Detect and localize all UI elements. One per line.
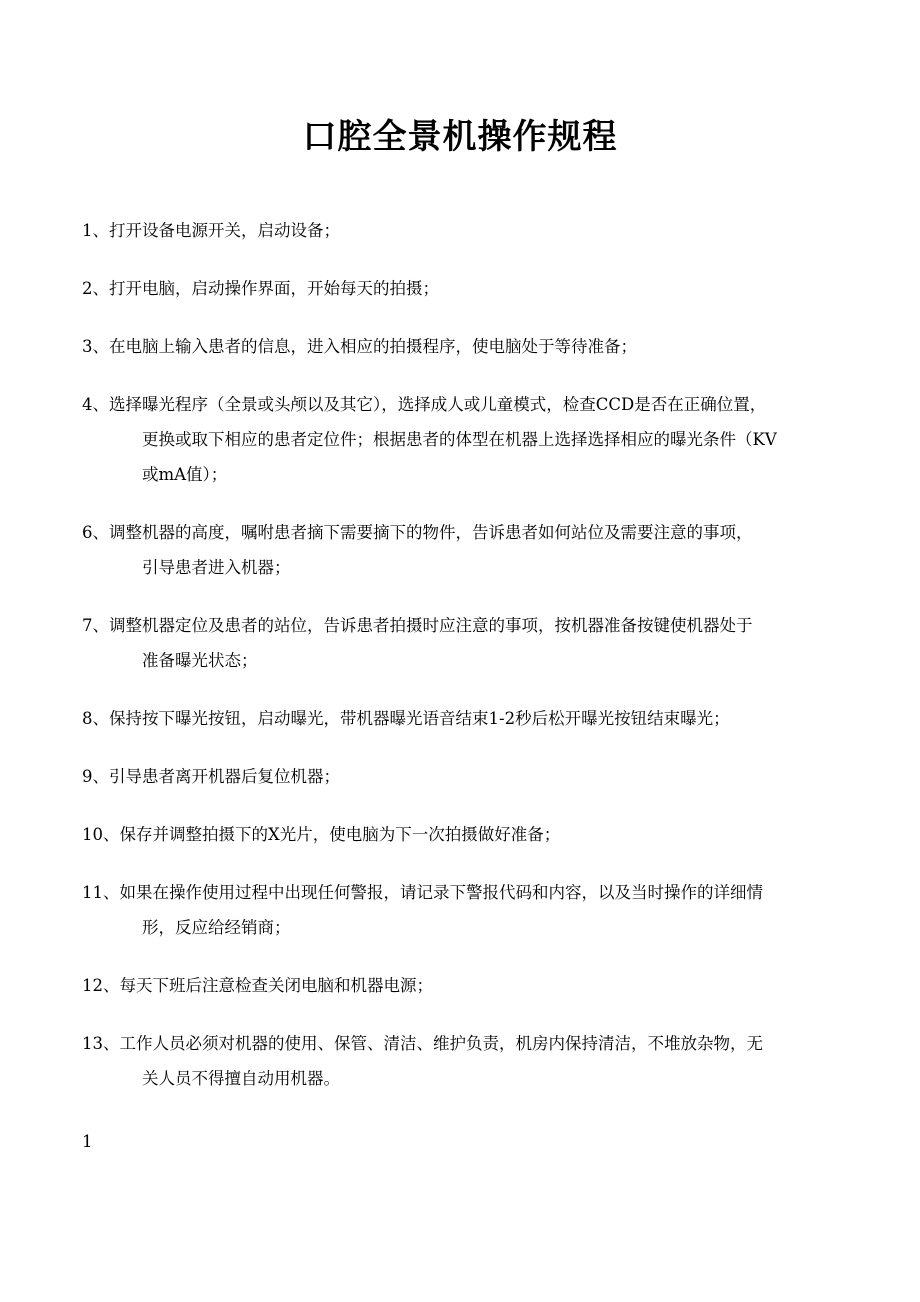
step-text-continuation: 引导患者进入机器；: [142, 558, 291, 577]
step-text-continuation: 形，反应给经销商；: [142, 918, 291, 937]
procedure-step: [82, 1026, 850, 1096]
step-number: 2、: [82, 279, 109, 298]
step-text: 引导患者离开机器后复位机器；: [109, 767, 340, 786]
step-text: 在电脑上输入患者的信息，进入相应的拍摄程序，使电脑处于等待准备；: [109, 337, 637, 356]
step-number: 12、: [82, 976, 120, 995]
step-text-continuation: 准备曝光状态；: [142, 651, 258, 670]
procedure-step: [82, 387, 850, 492]
step-number: 9、: [82, 767, 109, 786]
step-number: 13、: [82, 1034, 120, 1053]
step-text: 保持按下曝光按钮，启动曝光，带机器曝光语音结束1-2秒后松开曝光按钮结束曝光；: [109, 709, 730, 728]
step-number: 11、: [82, 883, 120, 902]
page-number: 1: [82, 1132, 93, 1151]
step-text: 保存并调整拍摄下的X光片，使电脑为下一次拍摄做好准备；: [119, 825, 561, 844]
step-text: 选择曝光程序（全景或头颅以及其它），选择成人或儿童模式，检查CCD是否在正确位置，: [109, 395, 767, 414]
step-number: 4、: [82, 395, 109, 414]
step-number: 7、: [82, 616, 109, 635]
procedure-step: [82, 329, 850, 364]
step-number: 6、: [82, 523, 109, 542]
step-number: 3、: [82, 337, 109, 356]
step-text: 工作人员必须对机器的使用、保管、清洁、维护负责，机房内保持清洁，不堆放杂物，无: [119, 1034, 763, 1053]
procedure-step: [82, 515, 850, 585]
step-text-continuation: 更换或取下相应的患者定位件；根据患者的体型在机器上选择选择相应的曝光条件（KV: [142, 430, 777, 449]
procedure-steps-list: [82, 213, 850, 1119]
procedure-step: [82, 875, 850, 945]
step-text: 打开设备电源开关，启动设备；: [109, 221, 340, 240]
step-text: 每天下班后注意检查关闭电脑和机器电源；: [119, 976, 433, 995]
step-number: 1、: [82, 221, 109, 240]
procedure-step: [82, 968, 850, 1003]
document-title: 口腔全景机操作规程: [302, 117, 618, 157]
step-text-continuation: 或mA值）；: [142, 465, 228, 484]
step-number: 8、: [82, 709, 109, 728]
procedure-step: [82, 759, 850, 794]
procedure-step: [82, 701, 850, 736]
step-text: 打开电脑，启动操作界面，开始每天的拍摄；: [109, 279, 439, 298]
step-text: 调整机器的高度，嘱咐患者摘下需要摘下的物件，告诉患者如何站位及需要注意的事项，: [109, 523, 753, 542]
step-text: 如果在操作使用过程中出现任何警报，请记录下警报代码和内容，以及当时操作的详细情: [119, 883, 763, 902]
procedure-step: [82, 608, 850, 678]
procedure-step: [82, 213, 850, 248]
step-number: 10、: [82, 825, 120, 844]
step-text: 调整机器定位及患者的站位，告诉患者拍摄时应注意的事项，按机器准备按键使机器处于: [109, 616, 753, 635]
procedure-step: [82, 271, 850, 306]
step-text-continuation: 关人员不得擅自动用机器。: [142, 1069, 340, 1088]
procedure-step: [82, 817, 850, 852]
